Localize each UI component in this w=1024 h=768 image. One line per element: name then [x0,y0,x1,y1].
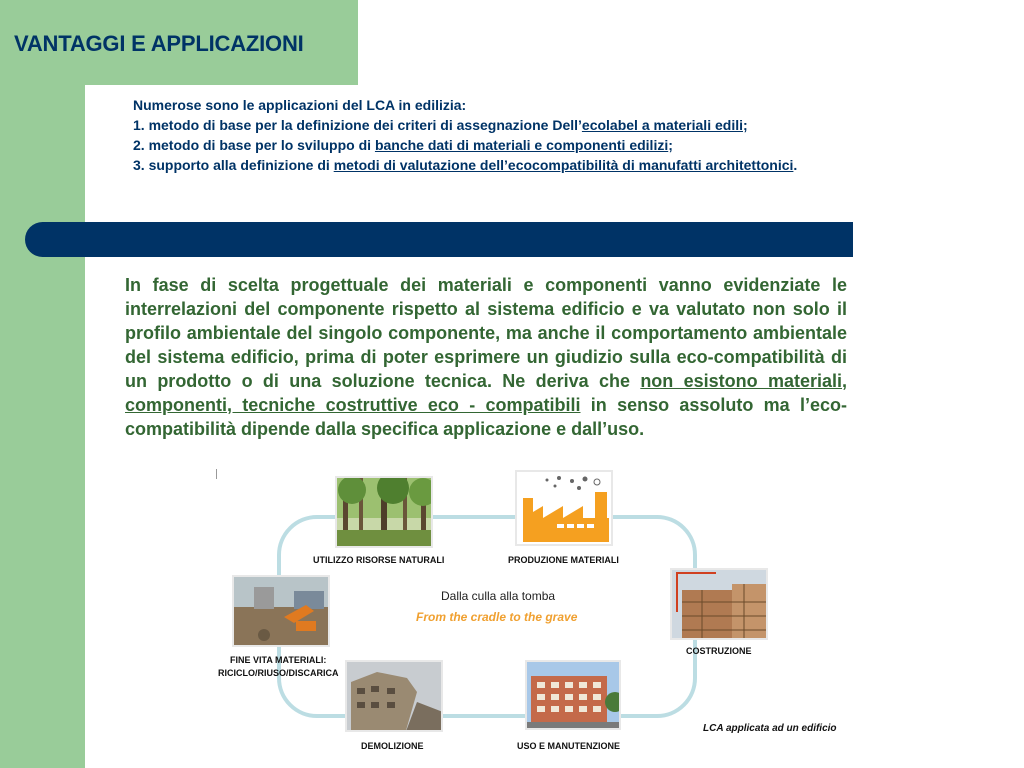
label-demolition: DEMOLIZIONE [361,741,424,751]
body-text-end: in senso assoluto ma l’eco-compatibilità dipende dalla specifica applicazione e dall’uso. [125,395,847,439]
forest-photo [335,476,433,548]
body-paragraph [125,273,847,441]
intro-item-2-suffix: ; [668,137,673,153]
demolition-photo [345,660,443,732]
divider-bar [25,222,853,257]
slide-title: VANTAGGI E APPLICAZIONI [14,31,304,56]
intro-item-3-suffix: . [793,157,798,173]
intro-block [133,95,847,175]
intro-item-1-suffix: ; [742,117,748,133]
body-text-start: In fase di scelta progettuale dei materiali e componenti vanno evidenziate le interrelazioni del componente rispetto al sistema edificio e va valutato non solo il profilo ambientale del singolo componente, ma anche il comportamento ambientale del sistema edificio, prima di poter esprimere un giudizio sulla eco-compatibilità di un prodotto o di una soluzione tecnica. Ne deriva che [125,275,847,391]
intro-item-3 [133,155,847,175]
intro-item-2-text: 2. metodo di base per lo sviluppo di [133,137,375,153]
cycle-caption-english: From the cradle to the grave [416,610,578,624]
end-of-life-photo [232,575,330,647]
label-natural-resources: UTILIZZO RISORSE NATURALI [313,555,445,565]
intro-item-1 [133,115,847,135]
label-use-maintenance: USO E MANUTENZIONE [517,741,621,751]
label-end-of-life-1: FINE VITA MATERIALI: [230,655,327,665]
intro-item-2-link[interactable]: banche dati di materiali e componenti edilizi [374,137,669,153]
factory-icon [515,470,613,546]
intro-item-1-text: 1. metodo di base per la definizione dei criteri di assegnazione Dell’ [133,117,582,133]
cycle-caption-italian: Dalla culla alla tomba [441,589,556,603]
intro-item-3-link[interactable]: metodi di valutazione dell’ecocompatibilità di manufatti architettonici [333,157,794,173]
label-end-of-life-2: RICICLO/RIUSO/DISCARICA [218,668,339,678]
intro-item-2 [133,135,847,155]
intro-item-1-link[interactable]: ecolabel a materiali edili [581,117,743,133]
diagram-caption: LCA applicata ad un edificio [703,723,837,734]
body-text-link[interactable]: non esistono materiali, componenti, tecniche costruttive eco - compatibili [125,371,848,415]
construction-photo [670,568,768,640]
left-green-band [0,0,85,768]
label-construction: COSTRUZIONE [686,646,752,656]
small-tick-mark [216,469,217,479]
intro-heading: Numerose sono le applicazioni del LCA in edilizia: [133,97,467,113]
label-production: PRODUZIONE MATERIALI [508,555,619,565]
intro-item-3-text: 3. supporto alla definizione di [133,157,334,173]
building-use-photo [525,660,621,730]
